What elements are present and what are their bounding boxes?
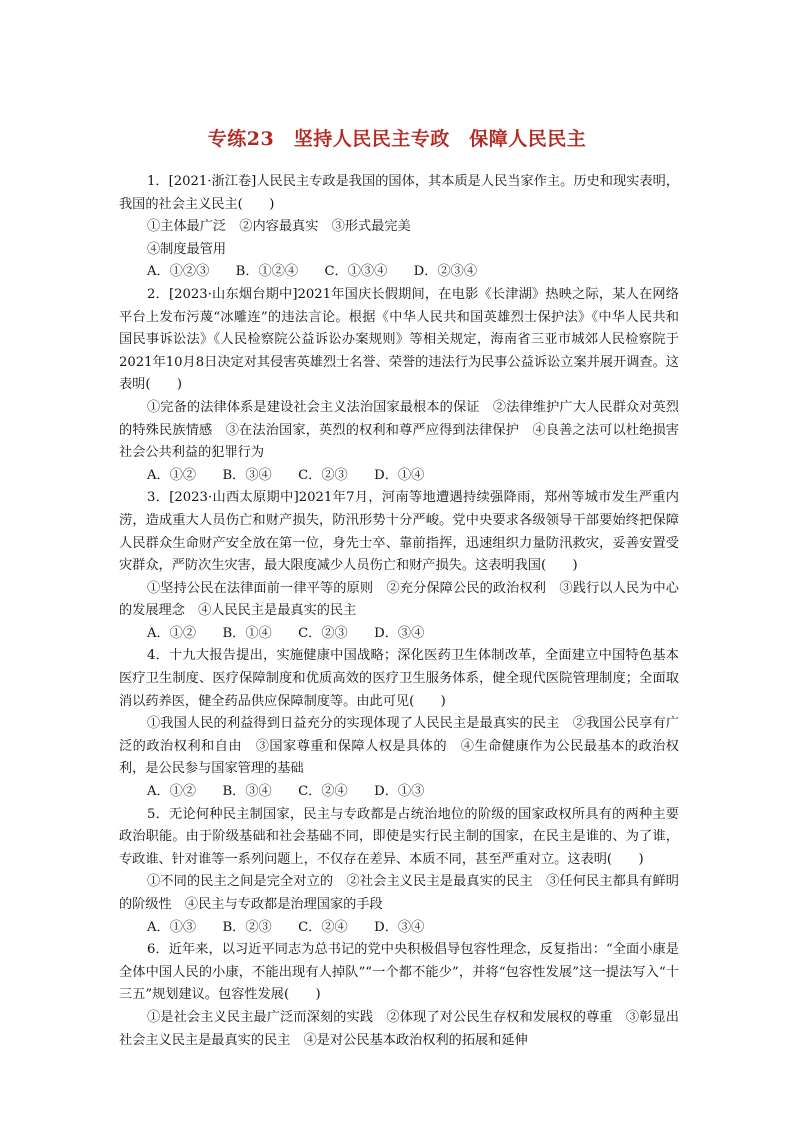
question-stem: 1．[2021·浙江卷]人民民主专政是我国的国体，其本质是人民当家作主。历史和现实表明，我国的社会主义民主( ) [119,174,679,212]
question-statements: ①完备的法律体系是建设社会主义法治国家最根本的保证 ②法律维护广大人民群众对英烈的特殊民族情感 ③在法治国家，英烈的权利和尊严应得到法律保护 ④良善之法可以杜绝损害社会公共利益的犯罪行为 [119,399,679,461]
question-options: A．①② B．③④ C．②④ D．①③ [147,784,425,800]
question-stem: 2．[2023·山东烟台期中]2021年国庆长假期间，在电影《长津湖》热映之际，某人在网络平台上发布污蔑“冰雕连”的违法言论。根据《中华人民共和国英雄烈士保护法》《中华人民共和国民事诉讼法》《人民检察院公益诉讼办案规则》等相关规定，海南省三亚市城郊人民检察院于2021年10月8日决定对其侵害英雄烈士名誉、荣誉的违法行为民事公益诉讼立案并展开调查。这表明( ) [119,286,679,393]
question-statements: ①是社会主义民主最广泛而深刻的实践 ②体现了对公民生存权和发展权的尊重 ③彰显出社会主义民主是最真实的民主 ④是对公民基本政治权利的拓展和延伸 [119,1009,679,1048]
question-6 [119,939,679,1052]
question-5 [119,804,679,940]
question-3 [119,487,679,645]
question-statements: ①坚持公民在法律面前一律平等的原则 ②充分保障公民的政治权利 ③践行以人民为中心的发展理念 ④人民民主是最真实的民主 [119,580,679,619]
question-options: A．①② B．③④ C．②③ D．①④ [147,467,425,483]
question-stem: 3．[2023·山西太原期中]2021年7月，河南等地遭遇持续强降雨，郑州等城市发生严重内涝，造成重大人员伤亡和财产损失，防汛形势十分严峻。党中央要求各级领导干部要始终把保障人民群众生命财产安全放在第一位，身先士卒、靠前指挥，迅速组织力量防汛救灾，妥善安置受灾群众，严防次生灾害，最大限度减少人员伤亡和财产损失。这表明我国( ) [119,490,679,574]
question-statements: ①主体最广泛 ②内容最真实 ③形式最完美 [147,219,411,235]
question-2 [119,284,679,487]
question-4 [119,645,679,803]
question-options: A．①②③ B．①②④ C．①③④ D．②③④ [147,264,478,280]
question-stem: 6．近年来，以习近平同志为总书记的党中央积极倡导包容性理念，反复指出：“全面小康是全体中国人民的小康，不能出现有人掉队”“一个都不能少”，并将“包容性发展”这一提法写入“十三五”规划建议。包容性发展( ) [119,942,679,1003]
question-stem: 4．十九大报告提出，实施健康中国战略；深化医药卫生体制改革，全面建立中国特色基本医疗卫生制度、医疗保障制度和优质高效的医疗卫生服务体系，健全现代医院管理制度；全面取消以药养医，健全药品供应保障制度等。由此可见( ) [119,648,679,709]
question-statements: ④制度最管用 [147,241,227,257]
question-list [119,171,679,1052]
question-stem: 5．无论何种民主制国家，民主与专政都是占统治地位的阶级的国家政权所具有的两种主要政治职能。由于阶级基础和社会基础不同，即使是实行民主制的国家，在民主是谁的、为了谁，专政谁、针对谁等一系列问题上，不仅存在差异、本质不同，甚至严重对立。这表明( ) [119,806,679,867]
question-options: A．①② B．①④ C．②③ D．③④ [147,625,425,641]
question-statements: ①我国人民的利益得到日益充分的实现体现了人民民主是最真实的民主 ②我国公民享有广泛的政治权利和自由 ③国家尊重和保障人权是具体的 ④生命健康作为公民最基本的政治权利，是公民参与国家管理的基础 [119,716,679,777]
question-1 [119,171,679,284]
question-options: A．①③ B．②③ C．②④ D．③④ [147,919,425,935]
page-title: 专练23 坚持人民民主专政 保障人民民主 [207,128,587,150]
question-statements: ①不同的民主之间是完全对立的 ②社会主义民主是最真实的民主 ③任何民主都具有鲜明的阶级性 ④民主与专政都是治理国家的手段 [119,874,679,912]
